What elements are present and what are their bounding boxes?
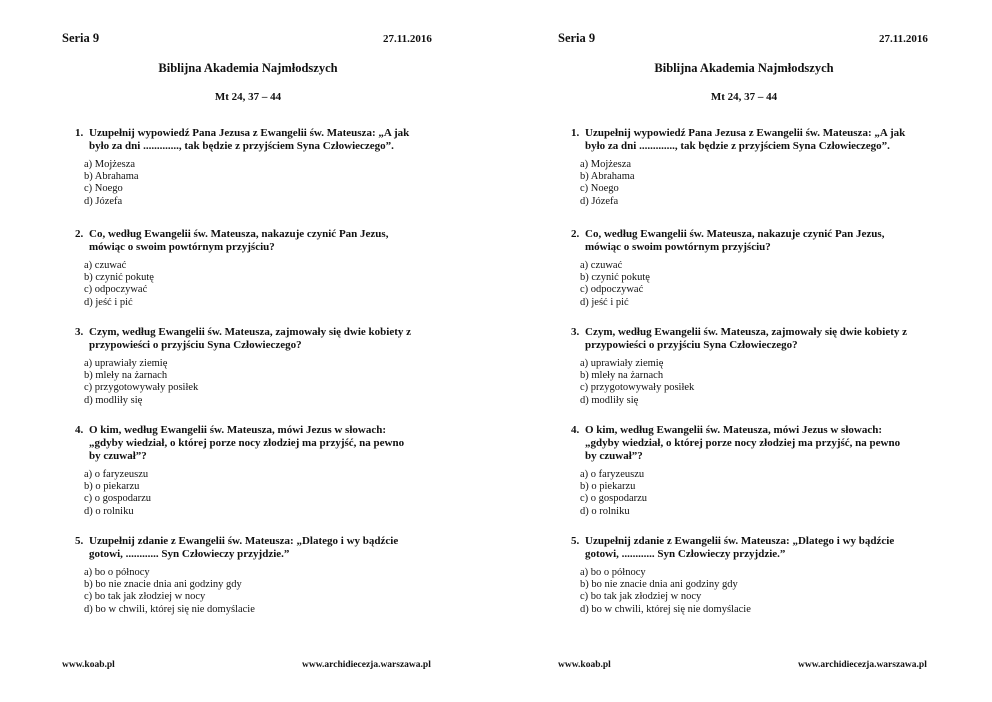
question-number: 2. [75, 228, 84, 240]
question-text-line: „gdyby wiedział, o której porze nocy złodziej ma przyjść, na pewno [89, 437, 405, 449]
answer-option: b) mleły na żarnach [580, 370, 664, 382]
question-number: 4. [571, 424, 580, 436]
question-1 [75, 127, 475, 208]
footer-link-archidiecezja[interactable]: www.archidiecezja.warszawa.pl [798, 660, 927, 670]
question-number: 1. [75, 127, 84, 139]
answer-option: a) o faryzeuszu [84, 469, 149, 480]
answer-option: b) bo nie znacie dnia ani godziny gdy [84, 579, 242, 591]
answer-option: d) jeść i pić [580, 296, 629, 308]
answer-option: a) bo o północy [580, 567, 646, 578]
answer-option: b) Abrahama [84, 171, 139, 183]
answer-option: d) Józefa [580, 195, 619, 207]
question-text-line: Czym, według Ewangelii św. Mateusza, zajmowały się dwie kobiety z [89, 326, 412, 338]
answer-option: a) uprawiały ziemię [580, 358, 664, 369]
answer-option: b) mleły na żarnach [84, 370, 168, 382]
question-2 [75, 228, 475, 309]
quiz-sheet-right [496, 0, 992, 702]
answer-option: d) modliły się [580, 394, 639, 406]
answer-option: c) przygotowywały posiłek [580, 382, 695, 394]
question-number: 4. [75, 424, 84, 436]
question-text-line: mówiąc o swoim powtórnym przyjściu? [89, 241, 275, 253]
question-text-line: O kim, według Ewangelii św. Mateusza, mówi Jezus w słowach: [89, 424, 386, 436]
scripture-reference: Mt 24, 37 – 44 [214, 91, 282, 103]
footer-link-archidiecezja[interactable]: www.archidiecezja.warszawa.pl [302, 660, 431, 670]
answer-option: c) o gospodarzu [84, 493, 152, 505]
answer-option: a) czuwać [580, 260, 623, 271]
question-3 [75, 326, 475, 407]
answer-option: d) Józefa [84, 195, 123, 207]
answer-option: c) bo tak jak złodziej w nocy [84, 591, 206, 603]
question-text-line: Czym, według Ewangelii św. Mateusza, zajmowały się dwie kobiety z [585, 326, 908, 338]
answer-option: b) o piekarzu [84, 481, 140, 493]
question-text-line: było za dni ............., tak będzie z przyjściem Syna Człowieczego”. [89, 140, 394, 152]
question-4 [571, 424, 971, 518]
question-text-line: gotowi, ............ Syn Człowieczy przyjdzie.” [89, 548, 290, 560]
answer-option: b) o piekarzu [580, 481, 636, 493]
answer-option: a) bo o północy [84, 567, 150, 578]
question-number: 1. [571, 127, 580, 139]
question-text-line: przypowieści o przyjściu Syna Człowieczego? [585, 339, 798, 351]
scripture-reference: Mt 24, 37 – 44 [710, 91, 778, 103]
page-title: Biblijna Akademia Najmłodszych [654, 61, 834, 75]
answer-option: b) Abrahama [580, 171, 635, 183]
answer-option: a) czuwać [84, 260, 127, 271]
question-text-line: było za dni ............., tak będzie z przyjściem Syna Człowieczego”. [585, 140, 890, 152]
question-text-line: „gdyby wiedział, o której porze nocy złodziej ma przyjść, na pewno [585, 437, 901, 449]
question-5 [571, 535, 971, 616]
answer-option: c) Noego [580, 183, 619, 195]
answer-option: d) jeść i pić [84, 296, 133, 308]
question-3 [571, 326, 971, 407]
question-text-line: Uzupełnij zdanie z Ewangelii św. Mateusza: „Dlatego i wy bądźcie [585, 535, 895, 547]
answer-option: c) przygotowywały posiłek [84, 382, 199, 394]
question-text-line: mówiąc o swoim powtórnym przyjściu? [585, 241, 771, 253]
answer-option: a) o faryzeuszu [580, 469, 645, 480]
answer-option: b) bo nie znacie dnia ani godziny gdy [580, 579, 738, 591]
answer-option: c) o gospodarzu [580, 493, 648, 505]
question-5 [75, 535, 475, 616]
answer-option: c) odpoczywać [84, 284, 148, 296]
answer-option: a) Mojżesza [580, 159, 632, 170]
date-label: 27.11.2016 [383, 33, 432, 45]
question-number: 3. [75, 326, 84, 338]
page-title: Biblijna Akademia Najmłodszych [158, 61, 338, 75]
answer-option: d) bo w chwili, której się nie domyślacie [84, 603, 255, 615]
question-1 [571, 127, 971, 208]
answer-option: d) o rolniku [580, 505, 630, 517]
question-text-line: gotowi, ............ Syn Człowieczy przyjdzie.” [585, 548, 786, 560]
date-label: 27.11.2016 [879, 33, 928, 45]
question-4 [75, 424, 475, 518]
footer-link-koab[interactable]: www.koab.pl [558, 660, 611, 670]
answer-option: d) modliły się [84, 394, 143, 406]
question-number: 3. [571, 326, 580, 338]
answer-option: b) czynić pokutę [84, 272, 154, 284]
answer-option: d) o rolniku [84, 505, 134, 517]
question-text-line: by czuwał”? [89, 450, 147, 462]
question-text-line: by czuwał”? [585, 450, 643, 462]
series-label: Seria 9 [62, 31, 100, 45]
question-text-line: Uzupełnij wypowiedź Pana Jezusa z Ewangelii św. Mateusza: „A jak [585, 127, 906, 139]
question-text-line: Uzupełnij wypowiedź Pana Jezusa z Ewangelii św. Mateusza: „A jak [89, 127, 410, 139]
question-text-line: O kim, według Ewangelii św. Mateusza, mówi Jezus w słowach: [585, 424, 882, 436]
answer-option: b) czynić pokutę [580, 272, 650, 284]
answer-option: d) bo w chwili, której się nie domyślacie [580, 603, 751, 615]
answer-option: c) Noego [84, 183, 123, 195]
answer-option: a) Mojżesza [84, 159, 136, 170]
series-label: Seria 9 [558, 31, 596, 45]
question-number: 5. [75, 535, 84, 547]
answer-option: c) bo tak jak złodziej w nocy [580, 591, 702, 603]
question-text-line: przypowieści o przyjściu Syna Człowieczego? [89, 339, 302, 351]
question-text-line: Co, według Ewangelii św. Mateusza, nakazuje czynić Pan Jezus, [585, 228, 885, 240]
question-text-line: Uzupełnij zdanie z Ewangelii św. Mateusza: „Dlatego i wy bądźcie [89, 535, 399, 547]
question-number: 2. [571, 228, 580, 240]
question-text-line: Co, według Ewangelii św. Mateusza, nakazuje czynić Pan Jezus, [89, 228, 389, 240]
answer-option: c) odpoczywać [580, 284, 644, 296]
answer-option: a) uprawiały ziemię [84, 358, 168, 369]
footer-link-koab[interactable]: www.koab.pl [62, 660, 115, 670]
question-number: 5. [571, 535, 580, 547]
question-2 [571, 228, 971, 309]
